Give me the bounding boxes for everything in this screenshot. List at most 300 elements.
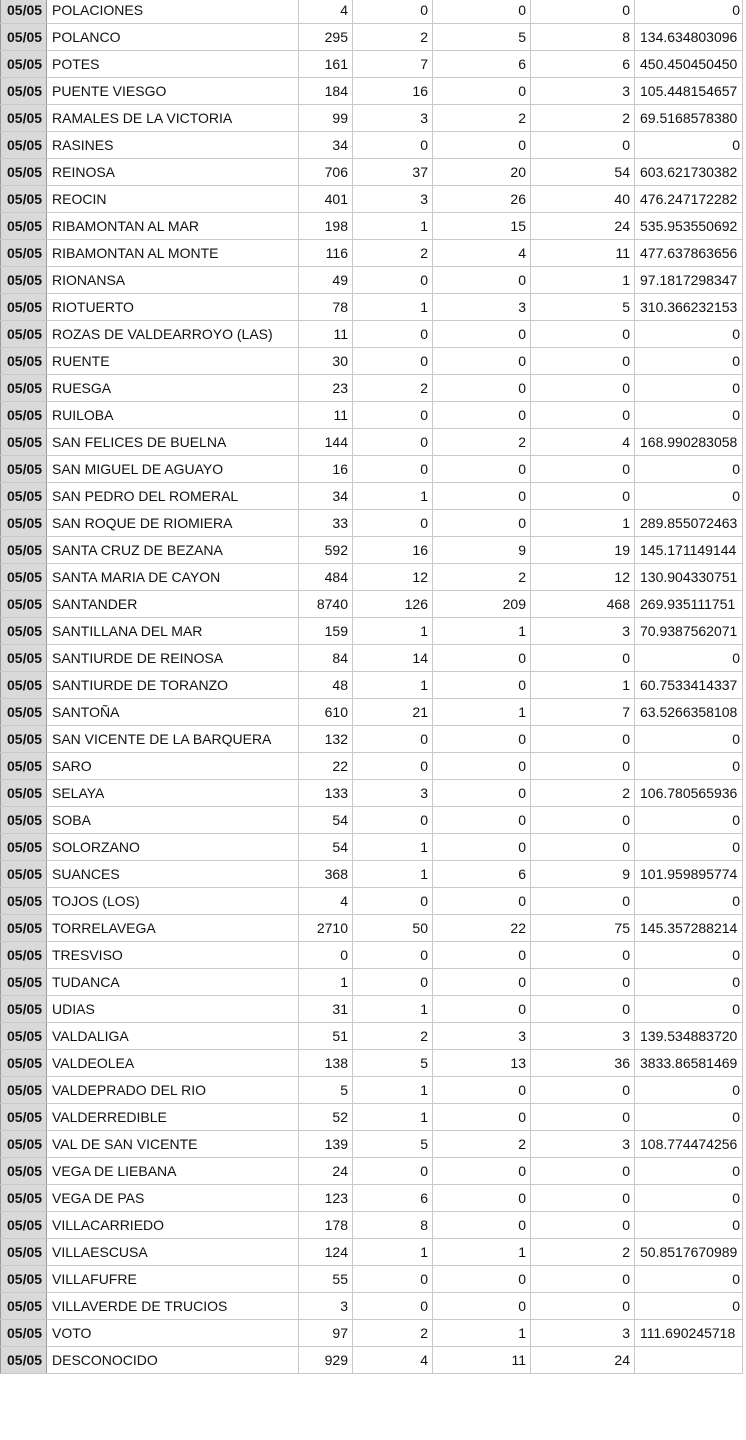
municipality-cell[interactable]: RIOTUERTO	[47, 294, 299, 321]
value-cell[interactable]: 51	[299, 1023, 353, 1050]
municipality-cell[interactable]: RIBAMONTAN AL MAR	[47, 213, 299, 240]
value-cell[interactable]: 1	[353, 861, 433, 888]
rate-cell[interactable]: 0	[635, 402, 743, 429]
value-cell[interactable]: 0	[531, 321, 635, 348]
value-cell[interactable]: 592	[299, 537, 353, 564]
value-cell[interactable]: 0	[433, 0, 531, 24]
value-cell[interactable]: 0	[353, 456, 433, 483]
rate-cell[interactable]: 476.247172282	[635, 186, 743, 213]
value-cell[interactable]: 2	[353, 1320, 433, 1347]
rate-cell[interactable]: 0	[635, 348, 743, 375]
value-cell[interactable]: 36	[531, 1050, 635, 1077]
value-cell[interactable]: 1	[353, 672, 433, 699]
value-cell[interactable]: 0	[433, 834, 531, 861]
rate-cell[interactable]: 0	[635, 753, 743, 780]
value-cell[interactable]: 1	[353, 1239, 433, 1266]
date-cell[interactable]: 05/05	[1, 321, 47, 348]
date-cell[interactable]: 05/05	[1, 105, 47, 132]
value-cell[interactable]: 12	[353, 564, 433, 591]
value-cell[interactable]: 144	[299, 429, 353, 456]
rate-cell[interactable]: 0	[635, 1158, 743, 1185]
municipality-cell[interactable]: RIONANSA	[47, 267, 299, 294]
date-cell[interactable]: 05/05	[1, 267, 47, 294]
municipality-cell[interactable]: VILLAVERDE DE TRUCIOS	[47, 1293, 299, 1320]
value-cell[interactable]: 0	[433, 1185, 531, 1212]
value-cell[interactable]: 0	[433, 1077, 531, 1104]
value-cell[interactable]: 0	[353, 429, 433, 456]
rate-cell[interactable]: 105.448154657	[635, 78, 743, 105]
date-cell[interactable]: 05/05	[1, 483, 47, 510]
date-cell[interactable]: 05/05	[1, 969, 47, 996]
municipality-cell[interactable]: RAMALES DE LA VICTORIA	[47, 105, 299, 132]
value-cell[interactable]: 5	[353, 1050, 433, 1077]
rate-cell[interactable]: 3833.86581469	[635, 1050, 743, 1077]
date-cell[interactable]: 05/05	[1, 1320, 47, 1347]
date-cell[interactable]: 05/05	[1, 834, 47, 861]
value-cell[interactable]: 30	[299, 348, 353, 375]
rate-cell[interactable]: 0	[635, 132, 743, 159]
value-cell[interactable]: 0	[531, 375, 635, 402]
rate-cell[interactable]: 0	[635, 807, 743, 834]
value-cell[interactable]: 0	[433, 1293, 531, 1320]
rate-cell[interactable]: 0	[635, 942, 743, 969]
value-cell[interactable]: 0	[531, 1158, 635, 1185]
value-cell[interactable]: 0	[531, 1185, 635, 1212]
rate-cell[interactable]: 0	[635, 1104, 743, 1131]
value-cell[interactable]: 3	[531, 1320, 635, 1347]
value-cell[interactable]: 209	[433, 591, 531, 618]
value-cell[interactable]: 1	[353, 294, 433, 321]
municipality-cell[interactable]: SARO	[47, 753, 299, 780]
value-cell[interactable]: 0	[353, 402, 433, 429]
date-cell[interactable]: 05/05	[1, 753, 47, 780]
rate-cell[interactable]: 0	[635, 996, 743, 1023]
value-cell[interactable]: 34	[299, 132, 353, 159]
value-cell[interactable]: 8	[531, 24, 635, 51]
value-cell[interactable]: 484	[299, 564, 353, 591]
value-cell[interactable]: 12	[531, 564, 635, 591]
value-cell[interactable]: 1	[353, 1104, 433, 1131]
municipality-cell[interactable]: ROZAS DE VALDEARROYO (LAS)	[47, 321, 299, 348]
value-cell[interactable]: 6	[433, 51, 531, 78]
value-cell[interactable]: 0	[353, 1158, 433, 1185]
value-cell[interactable]: 0	[299, 942, 353, 969]
rate-cell[interactable]: 145.171149144	[635, 537, 743, 564]
date-cell[interactable]: 05/05	[1, 915, 47, 942]
date-cell[interactable]: 05/05	[1, 0, 47, 24]
municipality-cell[interactable]: VALDEPRADO DEL RIO	[47, 1077, 299, 1104]
value-cell[interactable]: 2	[353, 24, 433, 51]
date-cell[interactable]: 05/05	[1, 510, 47, 537]
value-cell[interactable]: 0	[531, 726, 635, 753]
rate-cell[interactable]: 101.959895774	[635, 861, 743, 888]
date-cell[interactable]: 05/05	[1, 699, 47, 726]
value-cell[interactable]: 24	[531, 1347, 635, 1374]
value-cell[interactable]: 401	[299, 186, 353, 213]
value-cell[interactable]: 8740	[299, 591, 353, 618]
rate-cell[interactable]: 0	[635, 1293, 743, 1320]
date-cell[interactable]: 05/05	[1, 1266, 47, 1293]
value-cell[interactable]: 4	[433, 240, 531, 267]
municipality-cell[interactable]: SAN VICENTE DE LA BARQUERA	[47, 726, 299, 753]
rate-cell[interactable]: 289.855072463	[635, 510, 743, 537]
value-cell[interactable]: 22	[299, 753, 353, 780]
value-cell[interactable]: 0	[353, 1293, 433, 1320]
value-cell[interactable]: 0	[531, 402, 635, 429]
value-cell[interactable]: 2	[433, 429, 531, 456]
date-cell[interactable]: 05/05	[1, 213, 47, 240]
rate-cell[interactable]: 106.780565936	[635, 780, 743, 807]
value-cell[interactable]: 0	[531, 483, 635, 510]
municipality-cell[interactable]: VEGA DE PAS	[47, 1185, 299, 1212]
value-cell[interactable]: 0	[353, 132, 433, 159]
date-cell[interactable]: 05/05	[1, 618, 47, 645]
value-cell[interactable]: 0	[531, 834, 635, 861]
value-cell[interactable]: 0	[531, 996, 635, 1023]
value-cell[interactable]: 5	[299, 1077, 353, 1104]
value-cell[interactable]: 5	[353, 1131, 433, 1158]
value-cell[interactable]: 78	[299, 294, 353, 321]
value-cell[interactable]: 0	[353, 0, 433, 24]
value-cell[interactable]: 9	[531, 861, 635, 888]
value-cell[interactable]: 124	[299, 1239, 353, 1266]
value-cell[interactable]: 1	[433, 1239, 531, 1266]
municipality-cell[interactable]: SOLORZANO	[47, 834, 299, 861]
date-cell[interactable]: 05/05	[1, 942, 47, 969]
municipality-cell[interactable]: PUENTE VIESGO	[47, 78, 299, 105]
value-cell[interactable]: 50	[353, 915, 433, 942]
municipality-cell[interactable]: SELAYA	[47, 780, 299, 807]
value-cell[interactable]: 2710	[299, 915, 353, 942]
value-cell[interactable]: 11	[433, 1347, 531, 1374]
value-cell[interactable]: 6	[433, 861, 531, 888]
value-cell[interactable]: 0	[433, 402, 531, 429]
municipality-cell[interactable]: RUENTE	[47, 348, 299, 375]
rate-cell[interactable]: 0	[635, 726, 743, 753]
value-cell[interactable]: 0	[353, 888, 433, 915]
value-cell[interactable]: 295	[299, 24, 353, 51]
rate-cell[interactable]: 0	[635, 1212, 743, 1239]
value-cell[interactable]: 2	[433, 105, 531, 132]
municipality-cell[interactable]: VALDERREDIBLE	[47, 1104, 299, 1131]
value-cell[interactable]: 3	[531, 1023, 635, 1050]
value-cell[interactable]: 2	[531, 1239, 635, 1266]
date-cell[interactable]: 05/05	[1, 132, 47, 159]
value-cell[interactable]: 138	[299, 1050, 353, 1077]
value-cell[interactable]: 0	[531, 888, 635, 915]
rate-cell[interactable]: 134.634803096	[635, 24, 743, 51]
municipality-cell[interactable]: SUANCES	[47, 861, 299, 888]
value-cell[interactable]: 20	[433, 159, 531, 186]
municipality-cell[interactable]: SOBA	[47, 807, 299, 834]
rate-cell[interactable]: 477.637863656	[635, 240, 743, 267]
date-cell[interactable]: 05/05	[1, 645, 47, 672]
date-cell[interactable]: 05/05	[1, 1185, 47, 1212]
value-cell[interactable]: 0	[433, 456, 531, 483]
value-cell[interactable]: 0	[531, 807, 635, 834]
value-cell[interactable]: 610	[299, 699, 353, 726]
value-cell[interactable]: 4	[353, 1347, 433, 1374]
value-cell[interactable]: 0	[433, 969, 531, 996]
value-cell[interactable]: 0	[531, 1266, 635, 1293]
value-cell[interactable]: 6	[353, 1185, 433, 1212]
value-cell[interactable]: 3	[531, 1131, 635, 1158]
value-cell[interactable]: 3	[353, 105, 433, 132]
value-cell[interactable]: 3	[353, 780, 433, 807]
municipality-cell[interactable]: TUDANCA	[47, 969, 299, 996]
value-cell[interactable]: 16	[353, 78, 433, 105]
value-cell[interactable]: 161	[299, 51, 353, 78]
municipality-cell[interactable]: SANTANDER	[47, 591, 299, 618]
value-cell[interactable]: 1	[353, 1077, 433, 1104]
date-cell[interactable]: 05/05	[1, 1347, 47, 1374]
rate-cell[interactable]	[635, 1347, 743, 1374]
municipality-cell[interactable]: SAN PEDRO DEL ROMERAL	[47, 483, 299, 510]
value-cell[interactable]: 0	[353, 267, 433, 294]
rate-cell[interactable]: 70.9387562071	[635, 618, 743, 645]
value-cell[interactable]: 0	[433, 1212, 531, 1239]
value-cell[interactable]: 14	[353, 645, 433, 672]
date-cell[interactable]: 05/05	[1, 294, 47, 321]
value-cell[interactable]: 24	[531, 213, 635, 240]
value-cell[interactable]: 2	[433, 1131, 531, 1158]
municipality-cell[interactable]: UDIAS	[47, 996, 299, 1023]
date-cell[interactable]: 05/05	[1, 564, 47, 591]
date-cell[interactable]: 05/05	[1, 1104, 47, 1131]
date-cell[interactable]: 05/05	[1, 78, 47, 105]
value-cell[interactable]: 97	[299, 1320, 353, 1347]
municipality-cell[interactable]: RIBAMONTAN AL MONTE	[47, 240, 299, 267]
date-cell[interactable]: 05/05	[1, 51, 47, 78]
value-cell[interactable]: 132	[299, 726, 353, 753]
municipality-cell[interactable]: VOTO	[47, 1320, 299, 1347]
date-cell[interactable]: 05/05	[1, 348, 47, 375]
value-cell[interactable]: 1	[531, 267, 635, 294]
rate-cell[interactable]: 69.5168578380	[635, 105, 743, 132]
municipality-cell[interactable]: VILLACARRIEDO	[47, 1212, 299, 1239]
value-cell[interactable]: 0	[433, 942, 531, 969]
municipality-cell[interactable]: SANTOÑA	[47, 699, 299, 726]
value-cell[interactable]: 0	[433, 321, 531, 348]
value-cell[interactable]: 0	[433, 1158, 531, 1185]
value-cell[interactable]: 3	[353, 186, 433, 213]
value-cell[interactable]: 2	[531, 780, 635, 807]
municipality-cell[interactable]: VILLAFUFRE	[47, 1266, 299, 1293]
municipality-cell[interactable]: REINOSA	[47, 159, 299, 186]
date-cell[interactable]: 05/05	[1, 726, 47, 753]
value-cell[interactable]: 1	[353, 996, 433, 1023]
value-cell[interactable]: 9	[433, 537, 531, 564]
value-cell[interactable]: 0	[353, 1266, 433, 1293]
value-cell[interactable]: 5	[433, 24, 531, 51]
date-cell[interactable]: 05/05	[1, 159, 47, 186]
value-cell[interactable]: 133	[299, 780, 353, 807]
date-cell[interactable]: 05/05	[1, 861, 47, 888]
date-cell[interactable]: 05/05	[1, 996, 47, 1023]
value-cell[interactable]: 1	[531, 672, 635, 699]
municipality-cell[interactable]: SAN ROQUE DE RIOMIERA	[47, 510, 299, 537]
value-cell[interactable]: 1	[353, 834, 433, 861]
value-cell[interactable]: 5	[531, 294, 635, 321]
value-cell[interactable]: 0	[433, 888, 531, 915]
rate-cell[interactable]: 97.1817298347	[635, 267, 743, 294]
value-cell[interactable]: 116	[299, 240, 353, 267]
date-cell[interactable]: 05/05	[1, 1239, 47, 1266]
municipality-cell[interactable]: POTES	[47, 51, 299, 78]
value-cell[interactable]: 99	[299, 105, 353, 132]
value-cell[interactable]: 11	[299, 321, 353, 348]
rate-cell[interactable]: 63.5266358108	[635, 699, 743, 726]
value-cell[interactable]: 0	[433, 348, 531, 375]
rate-cell[interactable]: 108.774474256	[635, 1131, 743, 1158]
municipality-cell[interactable]: RUILOBA	[47, 402, 299, 429]
value-cell[interactable]: 33	[299, 510, 353, 537]
rate-cell[interactable]: 0	[635, 888, 743, 915]
date-cell[interactable]: 05/05	[1, 240, 47, 267]
municipality-cell[interactable]: TRESVISO	[47, 942, 299, 969]
date-cell[interactable]: 05/05	[1, 672, 47, 699]
value-cell[interactable]: 75	[531, 915, 635, 942]
value-cell[interactable]: 23	[299, 375, 353, 402]
value-cell[interactable]: 0	[531, 969, 635, 996]
value-cell[interactable]: 11	[531, 240, 635, 267]
value-cell[interactable]: 159	[299, 618, 353, 645]
value-cell[interactable]: 1	[299, 969, 353, 996]
value-cell[interactable]: 0	[433, 1266, 531, 1293]
value-cell[interactable]: 22	[433, 915, 531, 942]
municipality-cell[interactable]: REOCIN	[47, 186, 299, 213]
municipality-cell[interactable]: DESCONOCIDO	[47, 1347, 299, 1374]
date-cell[interactable]: 05/05	[1, 375, 47, 402]
value-cell[interactable]: 1	[433, 699, 531, 726]
value-cell[interactable]: 0	[353, 321, 433, 348]
value-cell[interactable]: 123	[299, 1185, 353, 1212]
municipality-cell[interactable]: SAN FELICES DE BUELNA	[47, 429, 299, 456]
date-cell[interactable]: 05/05	[1, 807, 47, 834]
rate-cell[interactable]: 168.990283058	[635, 429, 743, 456]
value-cell[interactable]: 4	[299, 888, 353, 915]
value-cell[interactable]: 8	[353, 1212, 433, 1239]
value-cell[interactable]: 0	[353, 726, 433, 753]
value-cell[interactable]: 0	[531, 645, 635, 672]
municipality-cell[interactable]: VAL DE SAN VICENTE	[47, 1131, 299, 1158]
value-cell[interactable]: 126	[353, 591, 433, 618]
value-cell[interactable]: 0	[531, 753, 635, 780]
rate-cell[interactable]: 0	[635, 456, 743, 483]
value-cell[interactable]: 4	[531, 429, 635, 456]
municipality-cell[interactable]: VALDALIGA	[47, 1023, 299, 1050]
value-cell[interactable]: 1	[531, 510, 635, 537]
value-cell[interactable]: 11	[299, 402, 353, 429]
date-cell[interactable]: 05/05	[1, 780, 47, 807]
value-cell[interactable]: 15	[433, 213, 531, 240]
value-cell[interactable]: 84	[299, 645, 353, 672]
value-cell[interactable]: 13	[433, 1050, 531, 1077]
value-cell[interactable]: 19	[531, 537, 635, 564]
date-cell[interactable]: 05/05	[1, 591, 47, 618]
value-cell[interactable]: 6	[531, 51, 635, 78]
value-cell[interactable]: 0	[433, 672, 531, 699]
value-cell[interactable]: 2	[531, 105, 635, 132]
value-cell[interactable]: 2	[353, 375, 433, 402]
value-cell[interactable]: 26	[433, 186, 531, 213]
value-cell[interactable]: 0	[531, 1293, 635, 1320]
value-cell[interactable]: 368	[299, 861, 353, 888]
rate-cell[interactable]: 0	[635, 1266, 743, 1293]
value-cell[interactable]: 1	[433, 1320, 531, 1347]
value-cell[interactable]: 0	[433, 375, 531, 402]
value-cell[interactable]: 0	[531, 132, 635, 159]
municipality-cell[interactable]: SANTA CRUZ DE BEZANA	[47, 537, 299, 564]
value-cell[interactable]: 1	[353, 213, 433, 240]
value-cell[interactable]: 54	[531, 159, 635, 186]
value-cell[interactable]: 198	[299, 213, 353, 240]
rate-cell[interactable]: 139.534883720	[635, 1023, 743, 1050]
rate-cell[interactable]: 0	[635, 645, 743, 672]
date-cell[interactable]: 05/05	[1, 402, 47, 429]
rate-cell[interactable]: 535.953550692	[635, 213, 743, 240]
rate-cell[interactable]: 0	[635, 1077, 743, 1104]
value-cell[interactable]: 0	[433, 267, 531, 294]
municipality-cell[interactable]: SANTIURDE DE TORANZO	[47, 672, 299, 699]
value-cell[interactable]: 0	[433, 645, 531, 672]
value-cell[interactable]: 2	[433, 564, 531, 591]
municipality-cell[interactable]: VALDEOLEA	[47, 1050, 299, 1077]
rate-cell[interactable]: 269.935111751	[635, 591, 743, 618]
date-cell[interactable]: 05/05	[1, 24, 47, 51]
rate-cell[interactable]: 0	[635, 321, 743, 348]
value-cell[interactable]: 3	[531, 618, 635, 645]
date-cell[interactable]: 05/05	[1, 456, 47, 483]
value-cell[interactable]: 54	[299, 807, 353, 834]
value-cell[interactable]: 178	[299, 1212, 353, 1239]
value-cell[interactable]: 16	[299, 456, 353, 483]
date-cell[interactable]: 05/05	[1, 537, 47, 564]
municipality-cell[interactable]: POLANCO	[47, 24, 299, 51]
date-cell[interactable]: 05/05	[1, 429, 47, 456]
municipality-cell[interactable]: VILLAESCUSA	[47, 1239, 299, 1266]
value-cell[interactable]: 0	[353, 969, 433, 996]
municipality-cell[interactable]: SANTILLANA DEL MAR	[47, 618, 299, 645]
rate-cell[interactable]: 130.904330751	[635, 564, 743, 591]
value-cell[interactable]: 1	[353, 618, 433, 645]
value-cell[interactable]: 0	[433, 132, 531, 159]
value-cell[interactable]: 0	[353, 753, 433, 780]
rate-cell[interactable]: 111.690245718	[635, 1320, 743, 1347]
value-cell[interactable]: 0	[531, 942, 635, 969]
value-cell[interactable]: 1	[433, 618, 531, 645]
date-cell[interactable]: 05/05	[1, 186, 47, 213]
value-cell[interactable]: 0	[531, 1212, 635, 1239]
value-cell[interactable]: 0	[531, 0, 635, 24]
rate-cell[interactable]: 60.7533414337	[635, 672, 743, 699]
rate-cell[interactable]: 50.8517670989	[635, 1239, 743, 1266]
value-cell[interactable]: 0	[531, 1077, 635, 1104]
value-cell[interactable]: 0	[353, 348, 433, 375]
value-cell[interactable]: 7	[353, 51, 433, 78]
municipality-cell[interactable]: TOJOS (LOS)	[47, 888, 299, 915]
date-cell[interactable]: 05/05	[1, 1212, 47, 1239]
municipality-cell[interactable]: VEGA DE LIEBANA	[47, 1158, 299, 1185]
date-cell[interactable]: 05/05	[1, 888, 47, 915]
municipality-cell[interactable]: RUESGA	[47, 375, 299, 402]
value-cell[interactable]: 49	[299, 267, 353, 294]
value-cell[interactable]: 0	[531, 456, 635, 483]
value-cell[interactable]: 3	[531, 78, 635, 105]
value-cell[interactable]: 7	[531, 699, 635, 726]
value-cell[interactable]: 40	[531, 186, 635, 213]
value-cell[interactable]: 0	[433, 726, 531, 753]
